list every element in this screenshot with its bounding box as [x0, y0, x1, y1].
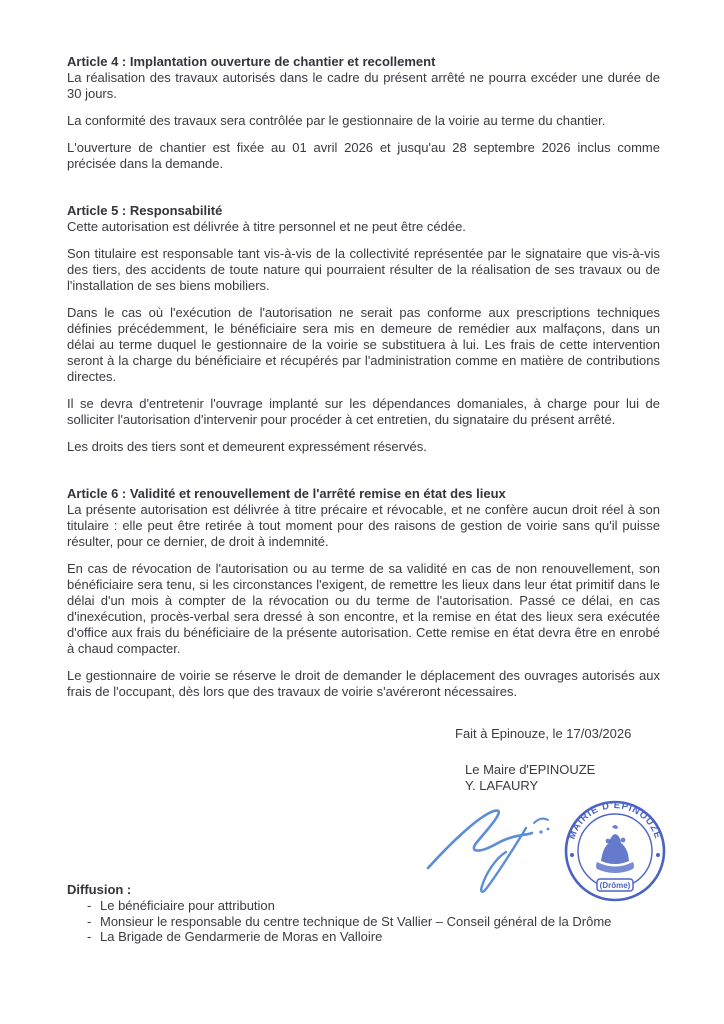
article-4-paragraph: La conformité des travaux sera contrôlée par le gestionnaire de la voirie au terme du chantier.	[67, 113, 606, 128]
mairie-round-stamp-icon	[563, 799, 667, 903]
signature-block	[455, 726, 660, 794]
dash-bullet: -	[87, 898, 92, 913]
article-5-paragraph: Il se devra d'entretenir l'ouvrage implanté sur les dépendances domaniales, à charge pour lui de solliciter l'autorisation d'intervenir pour procéder à cet entretien, du signataire du présent arrêté.	[67, 396, 660, 427]
diffusion-item-text: Le bénéficiaire pour attribution	[100, 898, 275, 913]
signatory-name: Y. LAFAURY	[465, 778, 539, 793]
place-date-line: Fait à Epinouze, le 17/03/2026	[455, 726, 632, 741]
article-4-heading: Article 4 : Implantation ouverture de chantier et recollement	[67, 54, 436, 69]
article-6-paragraph: En cas de révocation de l'autorisation ou au terme de sa validité en cas de non renouvellement, son bénéficiaire sera tenu, si les circonstances l'exigent, de remettre les lieux dans leur état primitif dans le délai d'un mois à compter de la révocation ou du terme de l'autorisation. Passé ce délai, en cas d'inexécution, procès-verbal sera dressé à son encontre, et la remise en état des lieux sera exécutée d'office aux frais du bénéficiaire de la présente autorisation. Cette remise en état devra être en enrobé à chaud compacter.	[67, 561, 660, 656]
article-6-paragraph: La présente autorisation est délivrée à titre précaire et révocable, et ne confère aucun droit réel à son titulaire : elle peut être retirée à tout moment pour des raisons de gestion de voirie sans qu'il puisse résulter, pour ce dernier, de droit à indemnité.	[67, 502, 660, 549]
article-4-paragraph: L'ouverture de chantier est fixée au 01 avril 2026 et jusqu'au 28 septembre 2026 inclus comme précisée dans la demande.	[67, 140, 660, 171]
dash-bullet: -	[87, 913, 92, 929]
article-4-paragraph: La réalisation des travaux autorisés dans le cadre du présent arrêté ne pourra excéder une durée de 30 jours.	[67, 70, 660, 101]
article-6-paragraph: Le gestionnaire de voirie se réserve le droit de demander le déplacement des ouvrages autorisés aux frais de l'occupant, dès lors que des travaux de voirie s'avéreront nécessaires.	[67, 668, 660, 699]
stamp-top-text: MAIRIE D'EPINOUZE	[566, 800, 664, 841]
article-5-paragraph: Les droits des tiers sont et demeurent expressément réservés.	[67, 439, 427, 454]
article-6-heading: Article 6 : Validité et renouvellement de l'arrêté remise en état des lieux	[67, 486, 506, 501]
stamp-bottom-text: (Drôme)	[599, 881, 631, 890]
diffusion-item	[87, 914, 660, 930]
handwritten-signature-icon	[422, 796, 582, 896]
diffusion-list	[67, 898, 660, 945]
article-6-section	[67, 486, 660, 700]
signatory-title: Le Maire d'EPINOUZE	[465, 762, 596, 777]
article-5-paragraph: Dans le cas où l'exécution de l'autorisation ne serait pas conforme aux prescriptions techniques définies précédemment, le bénéficiaire sera mis en demeure de remédier aux malfaçons, dans un délai au terme duquel le gestionnaire de la voirie se substituera à lui. Les frais de cette intervention seront à la charge du bénéficiaire et récupérés par l'administration comme en matière de contributions directes.	[67, 305, 660, 384]
article-5-heading: Article 5 : Responsabilité	[67, 203, 223, 218]
article-5-paragraph: Son titulaire est responsable tant vis-à-vis de la collectivité représentée par le signataire que vis-à-vis des tiers, des accidents de toute nature qui pourraient résulter de la réalisation de ses travaux ou de l'installation de ses biens mobiliers.	[67, 246, 660, 293]
stamp-crest	[596, 825, 634, 873]
dash-bullet: -	[87, 929, 92, 944]
article-5-section	[67, 203, 660, 455]
article-5-paragraph: Cette autorisation est délivrée à titre personnel et ne peut être cédée.	[67, 219, 466, 234]
diffusion-item	[87, 929, 660, 945]
article-4-section	[67, 54, 660, 172]
diffusion-heading: Diffusion :	[67, 882, 132, 897]
diffusion-item-text: Monsieur le responsable du centre technique de St Vallier – Conseil général de la Drôme	[100, 913, 612, 929]
diffusion-item-text: La Brigade de Gendarmerie de Moras en Valloire	[100, 929, 383, 944]
